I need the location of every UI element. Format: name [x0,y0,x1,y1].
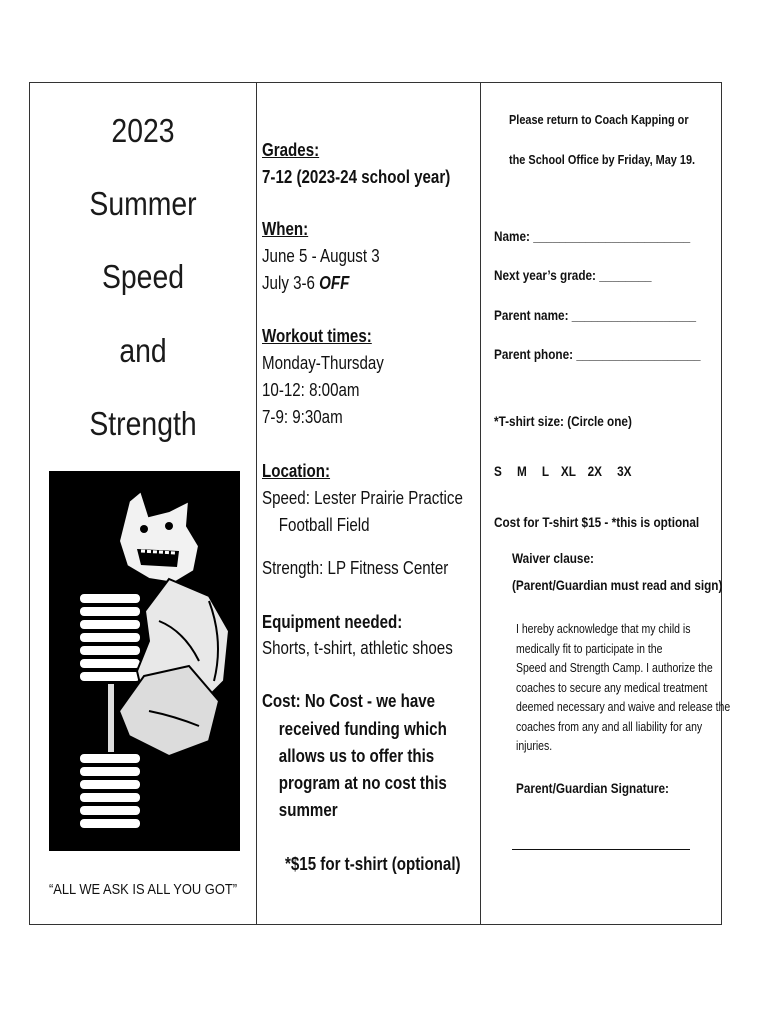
signature-label: Parent/Guardian Signature: [516,780,669,796]
waiver-heading: Waiver clause: [512,550,594,566]
equipment-value: Shorts, t-shirt, athletic shoes [262,638,453,658]
size-option-s[interactable]: S [494,463,502,479]
workout-time-2: 7-9: 9:30am [262,407,343,427]
workout-time-1: 10-12: 8:00am [262,380,360,400]
waiver-line: Speed and Strength Camp. I authorize the [516,661,713,675]
size-option-2x[interactable]: 2X [587,463,603,479]
grades-value: 7-12 (2023-24 school year) [262,167,451,187]
cost-line: summer [278,800,338,820]
waiver-line: coaches from any and all liability for any [516,719,703,734]
slogan: “ALL WE ASK IS ALL YOU GOT” [48,881,238,898]
waiver-line: deemed necessary and waive and release the [516,700,731,714]
cost-line: Cost: No Cost - we have [262,691,436,711]
tshirt-cost: *$15 for t-shirt (optional) [285,854,461,874]
size-option-l[interactable]: L [541,463,550,479]
waiver-line: coaches to secure any medical treatment [516,680,708,695]
waiver-line: injuries. [516,739,553,753]
waiver-text [516,620,731,757]
return-instructions-line-2: the School Office by Friday, May 19. [509,152,696,167]
when-off-dates: July 3-6 [262,273,315,293]
tshirt-size-label: *T-shirt size: (Circle one) [494,413,632,429]
grades-heading: Grades: [262,140,320,160]
signature-line[interactable] [512,849,690,850]
title-word-summer: Summer [89,185,197,222]
location-strength: Strength: LP Fitness Center [262,558,449,578]
parent-name-field[interactable]: Parent name: ___________________ [494,307,697,323]
size-option-xl[interactable]: XL [560,463,576,479]
parent-phone-field[interactable]: Parent phone: ___________________ [494,346,701,362]
waiver-line: medically fit to participate in the [516,641,663,656]
panel-middle [257,82,480,925]
workout-days: Monday-Thursday [262,353,384,373]
cost-line: allows us to offer this [278,746,435,766]
equipment-heading: Equipment needed: [262,612,403,632]
when-dates: June 5 - August 3 [262,246,380,266]
when-heading: When: [262,219,309,239]
waiver-subheading: (Parent/Guardian must read and sign) [512,577,723,593]
name-field[interactable]: Name: ________________________ [494,228,691,244]
panel-left [30,82,256,925]
when-off-line [262,270,349,297]
size-option-3x[interactable]: 3X [617,463,632,479]
title-year: 2023 [111,112,175,149]
title-word-strength: Strength [89,405,197,442]
grade-field[interactable]: Next year’s grade: ________ [494,267,652,283]
workout-heading: Workout times: [262,326,372,346]
off-label: OFF [319,273,350,293]
location-speed: Speed: Lester Prairie Practice [262,488,463,508]
title-word-and: and [119,332,167,369]
size-option-m[interactable]: M [516,463,527,479]
size-options [494,463,632,479]
tshirt-cost-note: Cost for T-shirt $15 - *this is optional [494,514,700,530]
location-speed-cont: Football Field [278,515,370,535]
title-word-speed: Speed [101,258,185,295]
bulldog-illustration [49,471,240,851]
cost-line: received funding which [278,719,447,739]
cost-line: program at no cost this [278,773,447,793]
waiver-line: I hereby acknowledge that my child is [516,622,691,636]
location-heading: Location: [262,461,331,481]
return-instructions-line-1: Please return to Coach Kapping or [509,112,689,127]
panel-right [481,82,731,925]
